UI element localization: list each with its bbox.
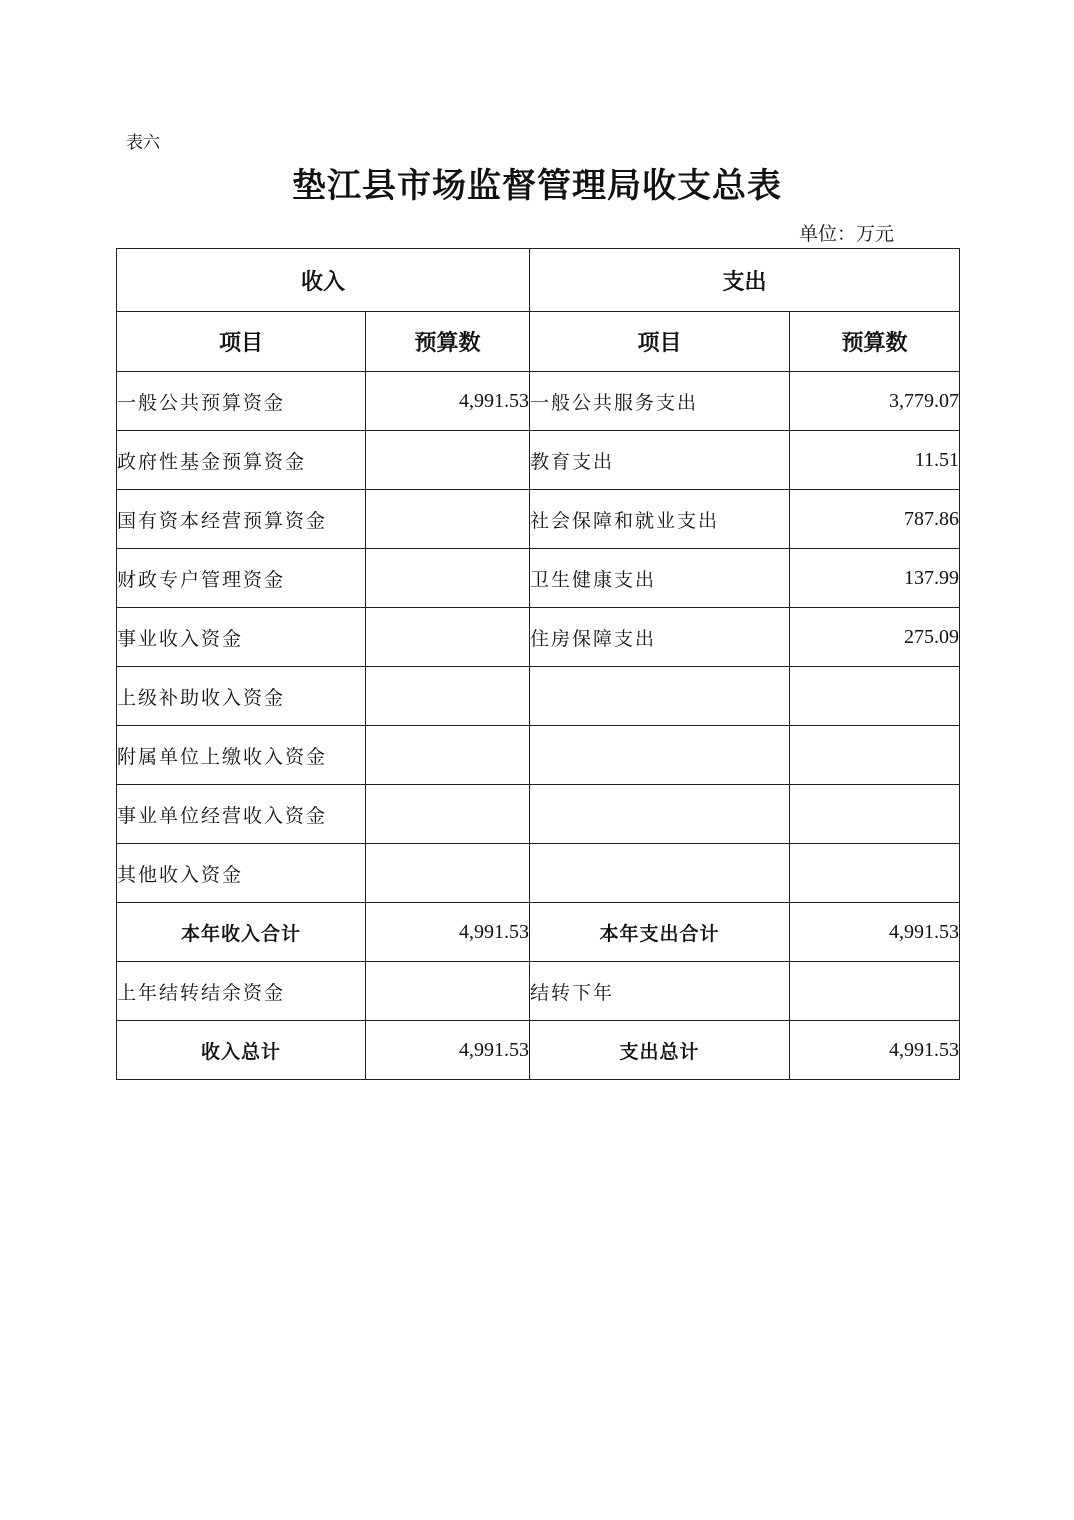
income-item: 其他收入资金	[117, 844, 366, 903]
expense-item: 卫生健康支出	[530, 549, 790, 608]
column-header-expense-budget: 预算数	[790, 312, 960, 372]
expense-total-value: 4,991.53	[790, 1021, 960, 1080]
expense-subtotal-value: 4,991.53	[790, 903, 960, 962]
expense-item	[530, 726, 790, 785]
income-subtotal-value: 4,991.53	[366, 903, 530, 962]
income-header: 收入	[117, 249, 530, 312]
table-row	[117, 431, 960, 490]
expense-total-label: 支出总计	[530, 1021, 790, 1080]
table-label: 表六	[126, 133, 160, 153]
expense-item: 住房保障支出	[530, 608, 790, 667]
table-row	[117, 372, 960, 431]
table-row	[117, 726, 960, 785]
expense-value	[790, 962, 960, 1021]
income-item: 事业单位经营收入资金	[117, 785, 366, 844]
income-total-label: 收入总计	[117, 1021, 366, 1080]
income-value	[366, 431, 530, 490]
expense-value	[790, 726, 960, 785]
expense-item	[530, 667, 790, 726]
expense-value: 11.51	[790, 431, 960, 490]
table-group-header-row	[117, 249, 960, 312]
column-header-income-item: 项目	[117, 312, 366, 372]
expense-header: 支出	[530, 249, 960, 312]
income-value	[366, 726, 530, 785]
expense-item: 社会保障和就业支出	[530, 490, 790, 549]
income-value: 4,991.53	[366, 372, 530, 431]
income-item: 国有资本经营预算资金	[117, 490, 366, 549]
income-value	[366, 490, 530, 549]
table-column-header-row	[117, 312, 960, 372]
expense-item	[530, 844, 790, 903]
table-row	[117, 785, 960, 844]
expense-item: 结转下年	[530, 962, 790, 1021]
income-item: 上级补助收入资金	[117, 667, 366, 726]
expense-value: 275.09	[790, 608, 960, 667]
expense-item	[530, 785, 790, 844]
unit-label: 单位：万元	[799, 223, 895, 245]
income-value	[366, 962, 530, 1021]
table-row	[117, 844, 960, 903]
income-value	[366, 549, 530, 608]
income-value	[366, 844, 530, 903]
table-row	[117, 608, 960, 667]
subtotal-row	[117, 903, 960, 962]
income-value	[366, 785, 530, 844]
expense-value: 787.86	[790, 490, 960, 549]
column-header-expense-item: 项目	[530, 312, 790, 372]
income-item: 一般公共预算资金	[117, 372, 366, 431]
expense-value	[790, 785, 960, 844]
table-row	[117, 490, 960, 549]
table-row	[117, 667, 960, 726]
expense-value: 3,779.07	[790, 372, 960, 431]
expense-value: 137.99	[790, 549, 960, 608]
expense-value	[790, 844, 960, 903]
budget-table	[116, 248, 960, 1080]
expense-item: 教育支出	[530, 431, 790, 490]
income-item: 财政专户管理资金	[117, 549, 366, 608]
expense-value	[790, 667, 960, 726]
page-title: 垫江县市场监督管理局收支总表	[292, 166, 782, 206]
income-value	[366, 667, 530, 726]
income-item: 事业收入资金	[117, 608, 366, 667]
expense-item: 一般公共服务支出	[530, 372, 790, 431]
grand-total-row	[117, 1021, 960, 1080]
income-total-value: 4,991.53	[366, 1021, 530, 1080]
income-value	[366, 608, 530, 667]
table-row	[117, 962, 960, 1021]
income-item: 上年结转结余资金	[117, 962, 366, 1021]
income-item: 附属单位上缴收入资金	[117, 726, 366, 785]
column-header-income-budget: 预算数	[366, 312, 530, 372]
income-item: 政府性基金预算资金	[117, 431, 366, 490]
expense-subtotal-label: 本年支出合计	[530, 903, 790, 962]
income-subtotal-label: 本年收入合计	[117, 903, 366, 962]
table-row	[117, 549, 960, 608]
